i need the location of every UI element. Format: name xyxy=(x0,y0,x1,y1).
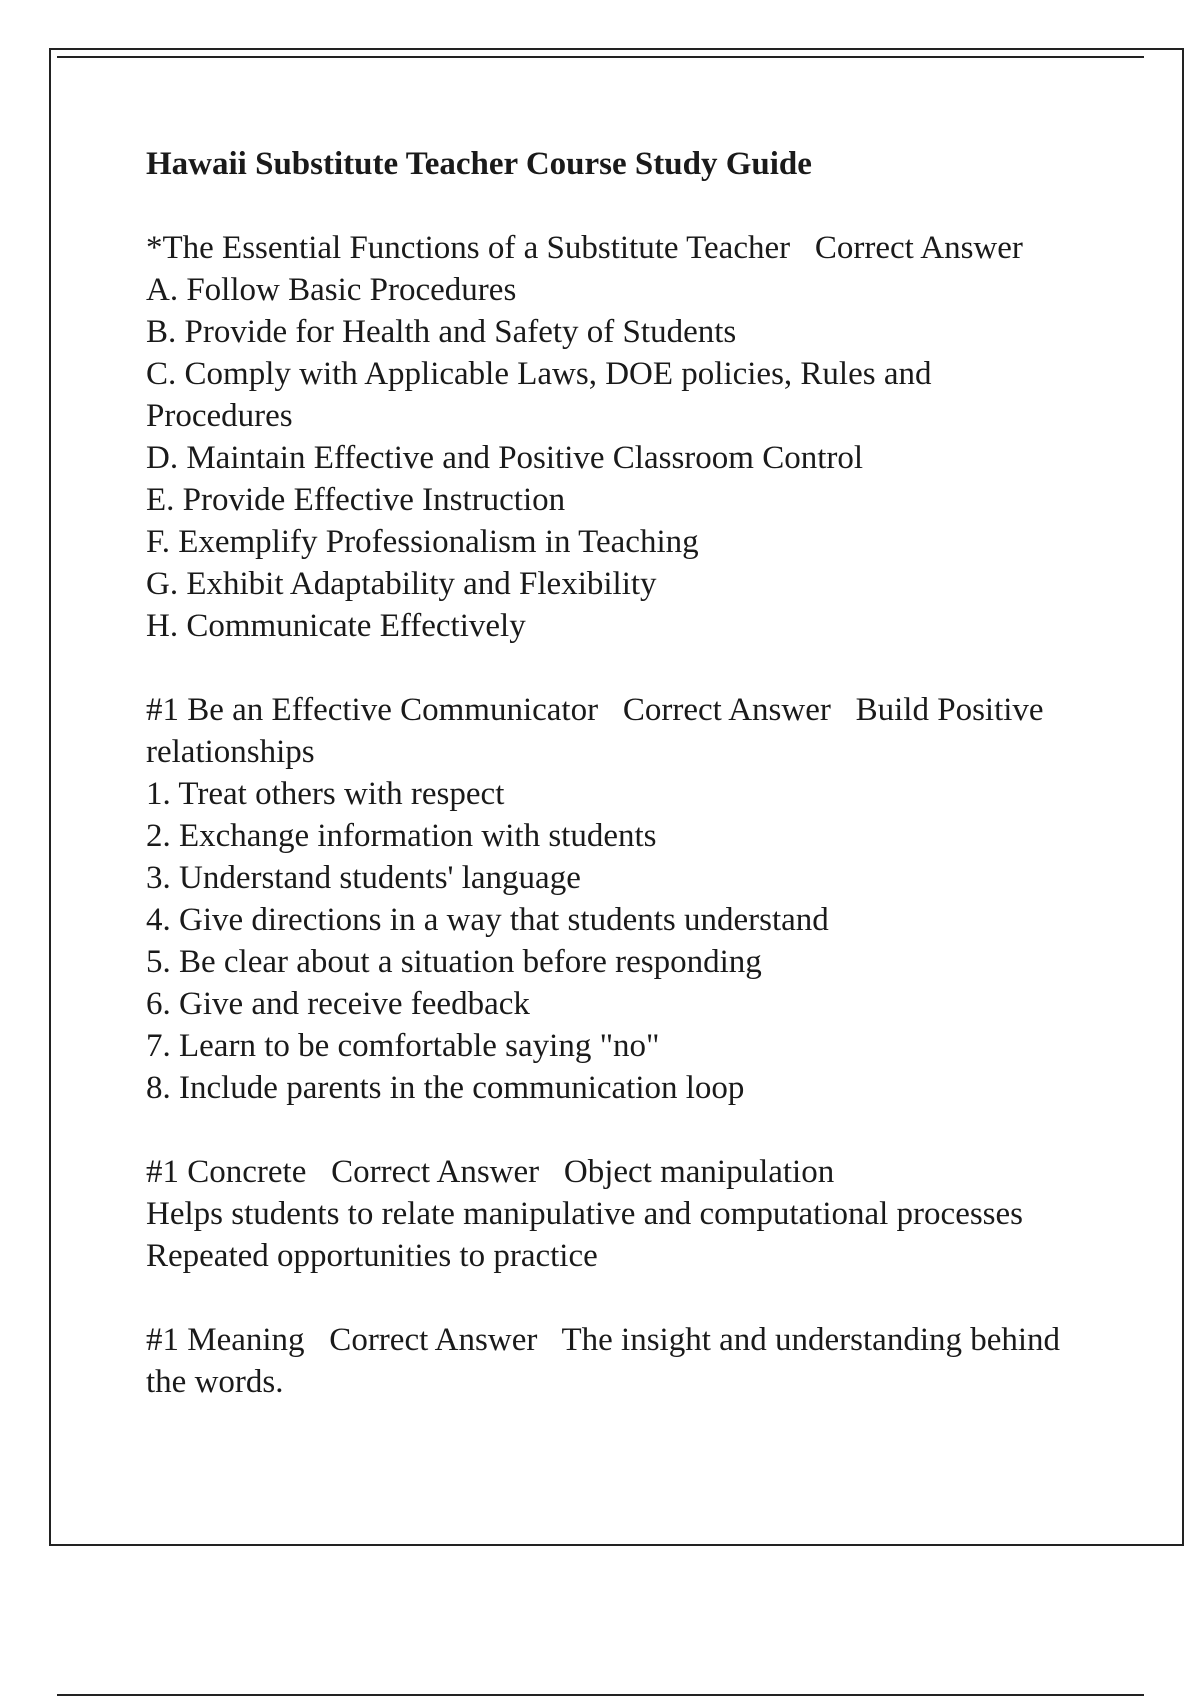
entry-line: #1 Be an Effective Communicator Correct Answer Build Positive relationships xyxy=(146,692,1052,770)
entry-line: #1 Concrete Correct Answer Object manipulation xyxy=(146,1154,835,1190)
entry-line: B. Provide for Health and Safety of Students xyxy=(146,314,737,350)
entry-line: Helps students to relate manipulative and computational processes xyxy=(146,1196,1024,1232)
entry-line: 6. Give and receive feedback xyxy=(146,986,530,1022)
document-title: Hawaii Substitute Teacher Course Study Guide xyxy=(146,146,812,182)
document-body xyxy=(146,143,1076,1445)
study-entry-concrete xyxy=(146,1151,1076,1277)
entry-line: Repeated opportunities to practice xyxy=(146,1238,598,1274)
entry-line: 3. Understand students' language xyxy=(146,860,581,896)
entry-line: E. Provide Effective Instruction xyxy=(146,482,566,518)
entry-line: *The Essential Functions of a Substitute Teacher Correct Answer A. Follow Basic Procedures xyxy=(146,230,1046,308)
entry-line: 4. Give directions in a way that students understand xyxy=(146,902,829,938)
study-entry-meaning xyxy=(146,1319,1076,1403)
entry-line: D. Maintain Effective and Positive Classroom Control xyxy=(146,440,864,476)
entry-line: 8. Include parents in the communication loop xyxy=(146,1070,745,1106)
entry-line: C. Comply with Applicable Laws, DOE policies, Rules and Procedures xyxy=(146,356,940,434)
entry-line: G. Exhibit Adaptability and Flexibility xyxy=(146,566,657,602)
bottom-rule xyxy=(57,1694,1144,1696)
entry-line: 7. Learn to be comfortable saying "no" xyxy=(146,1028,660,1064)
study-entry-effective-communicator xyxy=(146,689,1076,1109)
entry-line: #1 Meaning Correct Answer The insight and understanding behind the words. xyxy=(146,1322,1069,1400)
entry-line: F. Exemplify Professionalism in Teaching xyxy=(146,524,699,560)
entry-line: 2. Exchange information with students xyxy=(146,818,657,854)
study-entry-essential-functions xyxy=(146,227,1076,647)
entry-line: H. Communicate Effectively xyxy=(146,608,526,644)
entry-line: 5. Be clear about a situation before responding xyxy=(146,944,762,980)
entry-line: 1. Treat others with respect xyxy=(146,776,505,812)
